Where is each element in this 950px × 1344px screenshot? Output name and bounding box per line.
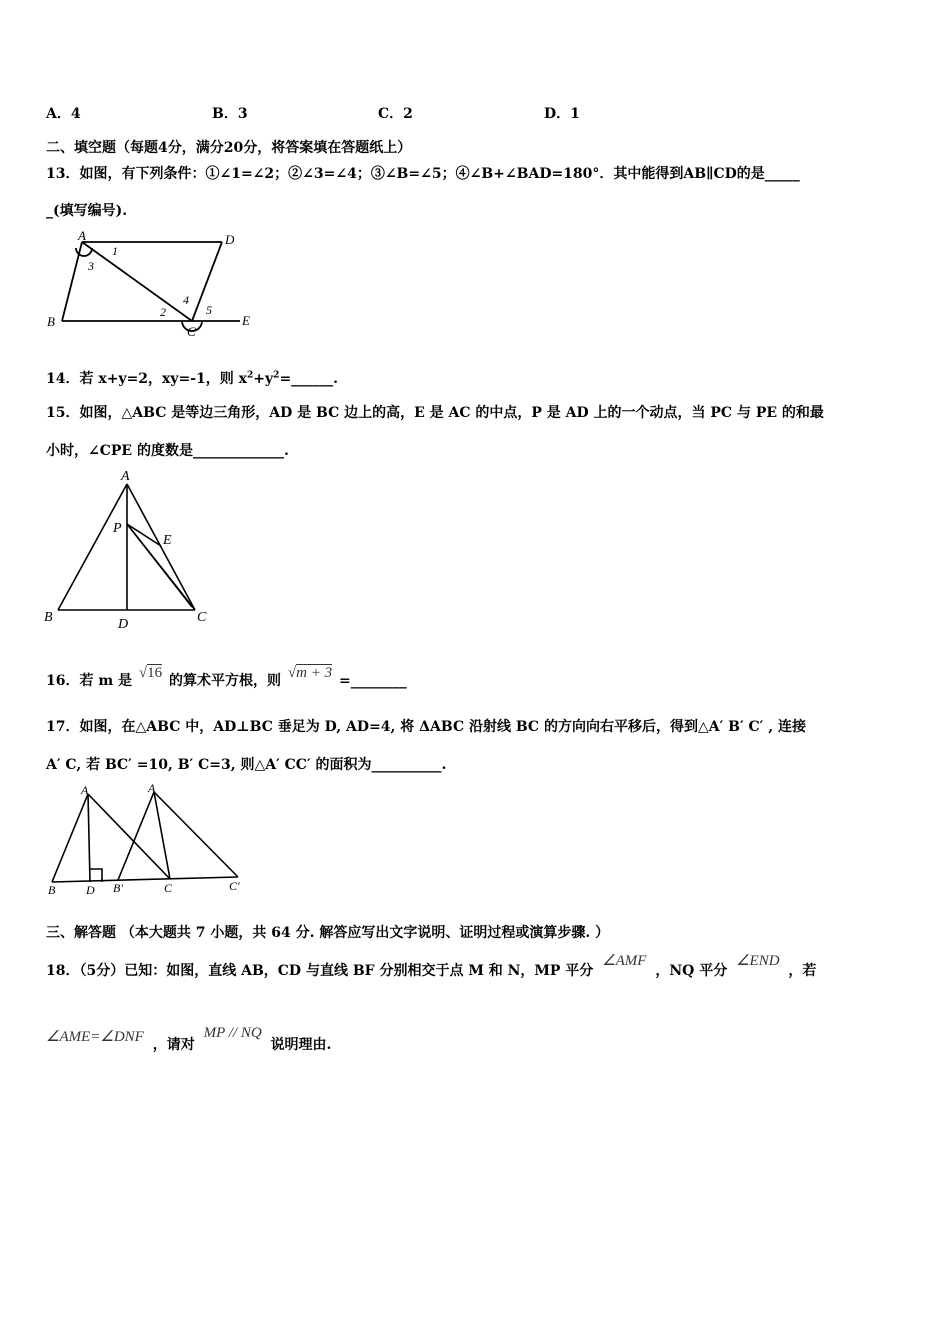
section2-title: 二、填空题（每题4分，满分20分，将答案填在答题纸上） — [46, 140, 412, 156]
q17-label-B: B — [48, 883, 56, 897]
q15-label-C: C — [197, 610, 207, 625]
q13-label-3: 3 — [88, 259, 94, 273]
q17-label-B-prime: B' — [113, 881, 123, 895]
q14-exp2: 2 — [273, 370, 280, 381]
q16-sqrt16: √16 — [138, 665, 163, 681]
q16-text — [46, 665, 407, 690]
q17-label-C-prime: C' — [229, 879, 240, 893]
q17-figure — [42, 780, 252, 898]
q13-label-4: 4 — [183, 293, 189, 307]
q15-label-A: A — [121, 469, 130, 484]
q18-parallel: MP // NQ — [203, 1025, 262, 1041]
q13-label-A: A — [78, 228, 86, 243]
q18-angle-amf: ∠AMF — [602, 953, 647, 969]
q17-text-line1: 17．如图，在△ABC 中，AD⊥BC 垂足为 D, AD=4, 将 ΔABC 沿射线 BC 的方向向右平移后，得到△A′ B′ C′ , 连接 — [46, 719, 806, 735]
q15-figure — [38, 464, 218, 634]
option-c: C．2 — [378, 106, 413, 122]
q15-label-P: P — [113, 521, 122, 536]
q15-label-B: B — [44, 610, 53, 625]
option-d: D．1 — [544, 106, 580, 122]
q13-label-B: B — [47, 314, 55, 329]
q18-angle-end: ∠END — [736, 953, 780, 969]
q16-sqrt2-radicand: m + 3 — [296, 665, 333, 681]
q13-label-2: 2 — [160, 305, 166, 319]
q18-mid: ，NQ 平分 — [655, 963, 728, 979]
q14-pre: 14．若 x+y=2，xy=-1，则 x — [46, 371, 248, 387]
q15-label-E: E — [163, 533, 172, 548]
q13-figure — [40, 228, 270, 340]
q13-text-line2: _(填写编号). — [46, 203, 128, 219]
q17-label-A-prime: A — [148, 781, 156, 795]
q14-text — [46, 368, 338, 388]
q13-label-E: E — [242, 313, 250, 328]
q16-pre: 16．若 m 是 — [46, 673, 133, 689]
q17-label-C: C — [164, 881, 173, 895]
q14-exp1: 2 — [247, 370, 254, 381]
option-a: A．4 — [46, 106, 81, 122]
q13-label-C: C — [187, 324, 196, 339]
q15-label-D: D — [118, 617, 129, 632]
q13-label-1: 1 — [112, 244, 118, 258]
q17-label-A: A — [81, 783, 89, 797]
q18-text-line1 — [46, 953, 817, 980]
q13-label-D: D — [225, 232, 235, 247]
q15-text-line1: 15．如图，△ABC 是等边三角形，AD 是 BC 边上的高，E 是 AC 的中点，P 是 AD 上的一个动点，当 PC 与 PE 的和最 — [46, 405, 824, 421]
q15-text-line2: 小时，∠CPE 的度数是_____________. — [46, 443, 289, 459]
q17-label-D: D — [86, 883, 95, 897]
q18-pre: 18．（5分）已知：如图，直线 AB，CD 与直线 BF 分别相交于点 M 和 N，MP 平分 — [46, 963, 594, 979]
q18-text-line2 — [46, 1025, 332, 1054]
option-b: B．3 — [212, 106, 248, 122]
q17-text-line2: A′ C, 若 BC′ =10, B′ C=3, 则△A′ CC′ 的面积为__________. — [46, 757, 447, 773]
q16-post: =________ — [338, 673, 407, 689]
q16-sqrt1-radicand: 16 — [147, 665, 163, 681]
q14-mid: +y — [253, 371, 274, 387]
q16-sqrt-m3: √m + 3 — [287, 665, 333, 681]
q18-pre2: ，请对 — [152, 1037, 195, 1053]
q18-post2: 说明理由. — [270, 1037, 332, 1053]
q16-mid: 的算术平方根，则 — [169, 673, 282, 689]
q13-label-5: 5 — [206, 303, 212, 317]
section3-title: 三、解答题 （本大题共 7 小题，共 64 分. 解答应写出文字说明、证明过程或演算步骤. ） — [46, 925, 610, 941]
q18-post: ，若 — [788, 963, 817, 979]
q18-angle-equation: ∠AME=∠DNF — [46, 1029, 144, 1045]
q14-post: =______. — [279, 371, 339, 387]
q13-text-line1: 13．如图，有下列条件：①∠1=∠2；②∠3=∠4；③∠B=∠5；④∠B+∠BAD=180°．其中能得到AB∥CD的是_____ — [46, 166, 800, 182]
